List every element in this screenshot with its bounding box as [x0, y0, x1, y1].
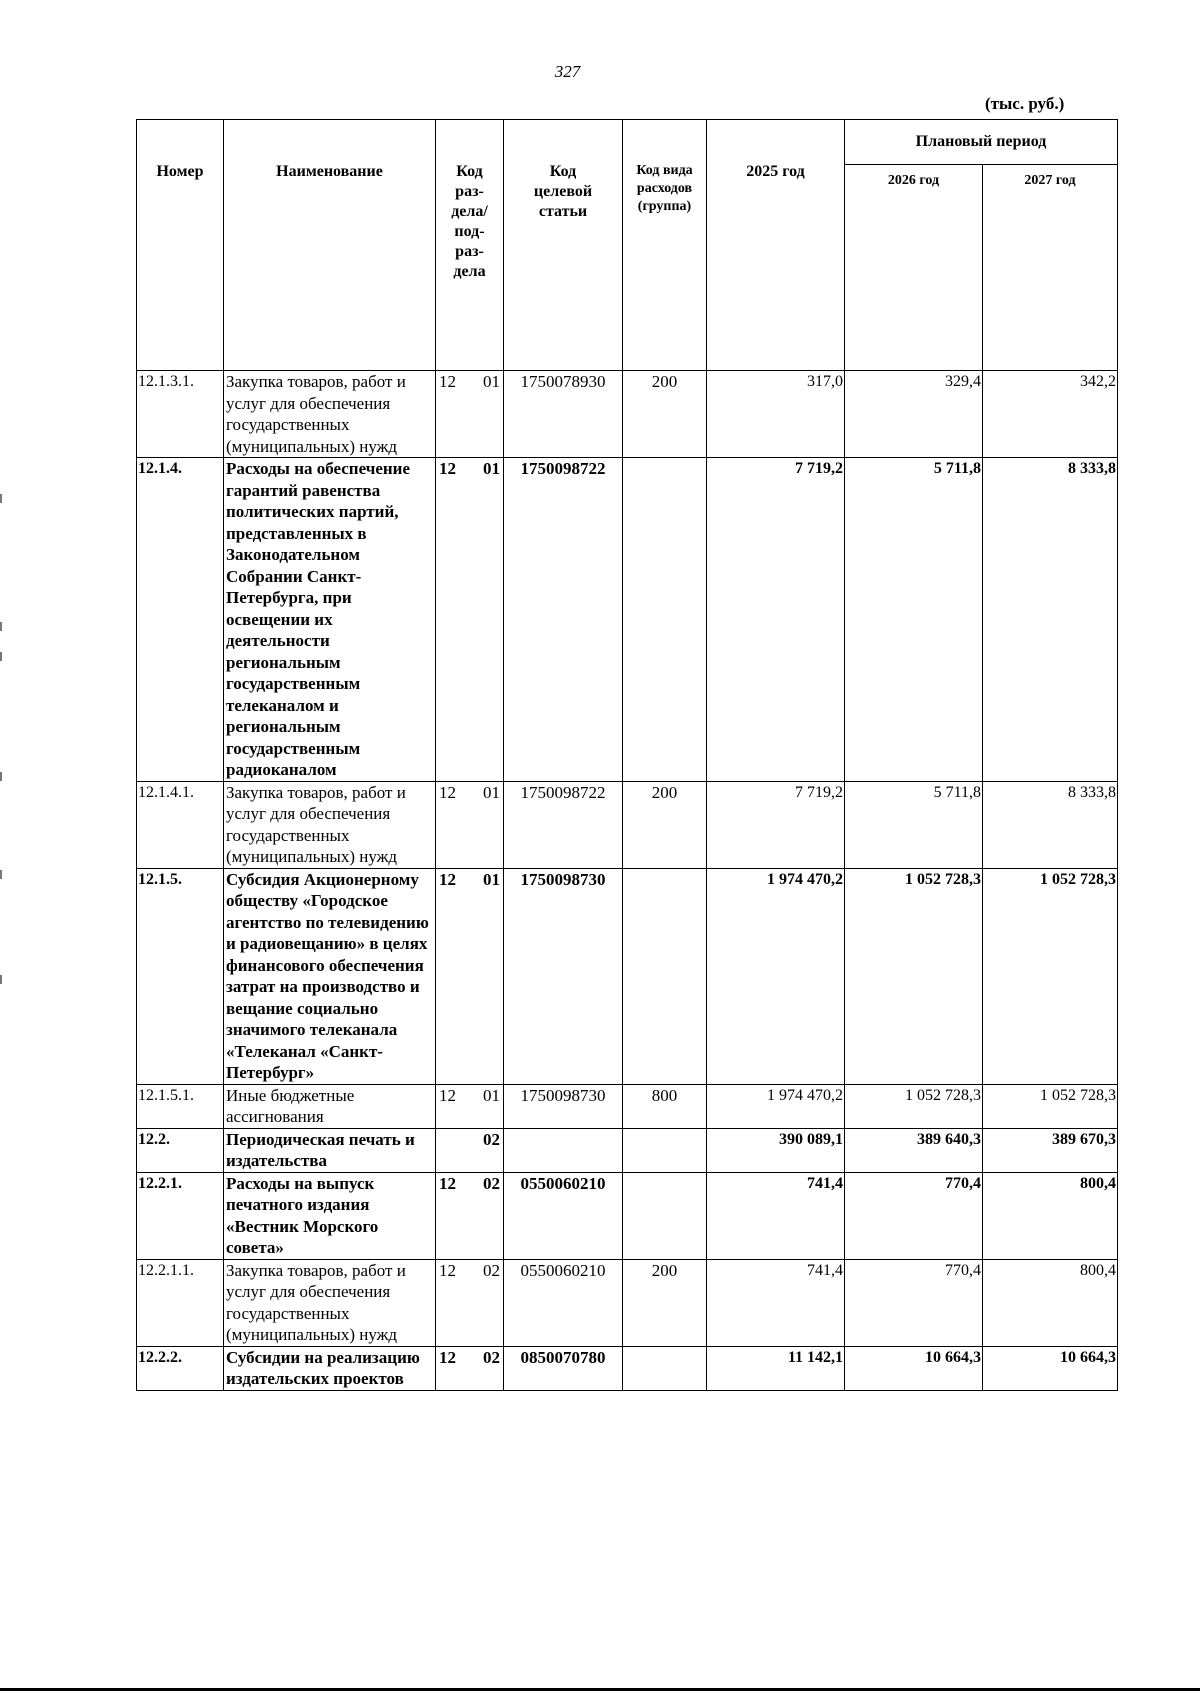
header-section: Код раз- дела/ под- раз- дела — [436, 120, 504, 371]
table-row — [137, 371, 1118, 458]
table-row — [137, 458, 1118, 782]
section-code: 12 — [439, 372, 456, 391]
section-code: 12 — [439, 869, 456, 889]
row-target — [504, 1128, 623, 1172]
row-name: Закупка товаров, работ и услуг для обеспечения государственных (муниципальных) нужд — [224, 781, 436, 868]
margin-mark — [0, 772, 2, 781]
row-2025: 317,0 — [707, 371, 845, 458]
header-2026: 2026 год — [845, 165, 983, 371]
table-row — [137, 1128, 1118, 1172]
header-kind: Код вида расходов (группа) — [623, 120, 707, 371]
subsection-code: 01 — [483, 782, 500, 802]
row-name: Субсидии на реализацию издательских проектов — [224, 1346, 436, 1390]
row-kind — [623, 1346, 707, 1390]
row-kind — [623, 868, 707, 1084]
bottom-rule — [0, 1688, 1200, 1691]
section-code: 12 — [439, 1347, 456, 1367]
table-row — [137, 1259, 1118, 1346]
table-row — [137, 781, 1118, 868]
row-2026: 5 711,8 — [845, 781, 983, 868]
section-code: 12 — [439, 1260, 456, 1280]
row-2025: 7 719,2 — [707, 781, 845, 868]
subsection-code: 02 — [483, 1129, 500, 1149]
row-2026: 770,4 — [845, 1259, 983, 1346]
row-kind: 200 — [623, 371, 707, 458]
row-target: 0550060210 — [504, 1172, 623, 1259]
section-code: 12 — [439, 782, 456, 802]
subsection-code: 01 — [483, 1085, 500, 1105]
header-2025: 2025 год — [707, 120, 845, 371]
subsection-code: 02 — [483, 1260, 500, 1280]
row-2025: 7 719,2 — [707, 458, 845, 782]
row-2025: 1 974 470,2 — [707, 868, 845, 1084]
row-target: 1750098730 — [504, 1084, 623, 1128]
header-planned-period: Плановый период — [845, 120, 1118, 165]
row-number: 12.1.5. — [137, 868, 224, 1084]
header-target: Код целевой статьи — [504, 120, 623, 371]
row-target: 0850070780 — [504, 1346, 623, 1390]
margin-mark — [0, 652, 2, 661]
row-2027: 342,2 — [983, 371, 1118, 458]
row-number: 12.1.5.1. — [137, 1084, 224, 1128]
row-kind: 200 — [623, 781, 707, 868]
row-number: 12.2.2. — [137, 1346, 224, 1390]
subsection-code: 02 — [483, 1347, 500, 1367]
row-number: 12.2. — [137, 1128, 224, 1172]
margin-mark — [0, 494, 2, 503]
row-target: 1750078930 — [504, 371, 623, 458]
row-name: Периодическая печать и издательства — [224, 1128, 436, 1172]
table-row — [137, 868, 1118, 1084]
row-number: 12.2.1.1. — [137, 1259, 224, 1346]
units-label: (тыс. руб.) — [985, 94, 1065, 113]
row-2025: 741,4 — [707, 1259, 845, 1346]
row-2027: 389 670,3 — [983, 1128, 1118, 1172]
margin-mark — [0, 870, 2, 879]
row-section — [436, 868, 504, 1084]
row-target: 1750098722 — [504, 458, 623, 782]
row-2025: 1 974 470,2 — [707, 1084, 845, 1128]
row-2027: 8 333,8 — [983, 458, 1118, 782]
row-2027: 1 052 728,3 — [983, 1084, 1118, 1128]
row-section — [436, 1084, 504, 1128]
row-2026: 389 640,3 — [845, 1128, 983, 1172]
margin-mark — [0, 975, 2, 984]
row-section — [436, 1346, 504, 1390]
row-2026: 5 711,8 — [845, 458, 983, 782]
row-number: 12.1.4.1. — [137, 781, 224, 868]
row-target: 1750098722 — [504, 781, 623, 868]
row-2027: 10 664,3 — [983, 1346, 1118, 1390]
header-name: Наименование — [224, 120, 436, 371]
table-row — [137, 1172, 1118, 1259]
section-code: 12 — [439, 459, 456, 478]
row-name: Расходы на выпуск печатного издания «Вестник Морского совета» — [224, 1172, 436, 1259]
margin-mark — [0, 622, 2, 631]
table-row — [137, 1346, 1118, 1390]
row-kind — [623, 1128, 707, 1172]
row-kind — [623, 1172, 707, 1259]
section-code: 12 — [439, 1085, 456, 1105]
subsection-code: 01 — [483, 869, 500, 889]
row-section — [436, 1128, 504, 1172]
row-kind: 200 — [623, 1259, 707, 1346]
row-name: Субсидия Акционерному обществу «Городское агентство по телевидению и радиовещанию» в целях финансового обеспечения затрат на производство и вещание социально значимого телеканала «Телеканал «Санкт-Петербург» — [224, 868, 436, 1084]
row-name: Закупка товаров, работ и услуг для обеспечения государственных (муниципальных) нужд — [224, 371, 436, 458]
row-target: 0550060210 — [504, 1259, 623, 1346]
row-2025: 741,4 — [707, 1172, 845, 1259]
row-2026: 10 664,3 — [845, 1346, 983, 1390]
row-name: Иные бюджетные ассигнования — [224, 1084, 436, 1128]
row-section — [436, 1172, 504, 1259]
row-number: 12.1.3.1. — [137, 371, 224, 458]
row-2026: 329,4 — [845, 371, 983, 458]
table-row — [137, 1084, 1118, 1128]
header-number: Номер — [137, 120, 224, 371]
row-2027: 800,4 — [983, 1259, 1118, 1346]
row-number: 12.1.4. — [137, 458, 224, 782]
section-code: 12 — [439, 1173, 456, 1193]
row-kind — [623, 458, 707, 782]
header-2027: 2027 год — [983, 165, 1118, 371]
row-section — [436, 1259, 504, 1346]
row-number: 12.2.1. — [137, 1172, 224, 1259]
page-number: 327 — [554, 62, 581, 81]
row-2027: 800,4 — [983, 1172, 1118, 1259]
row-2025: 11 142,1 — [707, 1346, 845, 1390]
row-2027: 1 052 728,3 — [983, 868, 1118, 1084]
subsection-code: 02 — [483, 1173, 500, 1193]
subsection-code: 01 — [483, 372, 500, 391]
row-name: Расходы на обеспечение гарантий равенства политических партий, представленных в Законодательном Собрании Санкт-Петербурга, при освещении их деятельности региональным государственным телеканалом и региональным государственным радиоканалом — [224, 458, 436, 782]
row-section — [436, 781, 504, 868]
row-target: 1750098730 — [504, 868, 623, 1084]
row-2026: 770,4 — [845, 1172, 983, 1259]
row-name: Закупка товаров, работ и услуг для обеспечения государственных (муниципальных) нужд — [224, 1259, 436, 1346]
row-section — [436, 371, 504, 458]
row-kind: 800 — [623, 1084, 707, 1128]
budget-table — [136, 119, 1118, 1391]
row-2027: 8 333,8 — [983, 781, 1118, 868]
row-section — [436, 458, 504, 782]
subsection-code: 01 — [483, 459, 500, 478]
row-2025: 390 089,1 — [707, 1128, 845, 1172]
row-2026: 1 052 728,3 — [845, 868, 983, 1084]
row-2026: 1 052 728,3 — [845, 1084, 983, 1128]
